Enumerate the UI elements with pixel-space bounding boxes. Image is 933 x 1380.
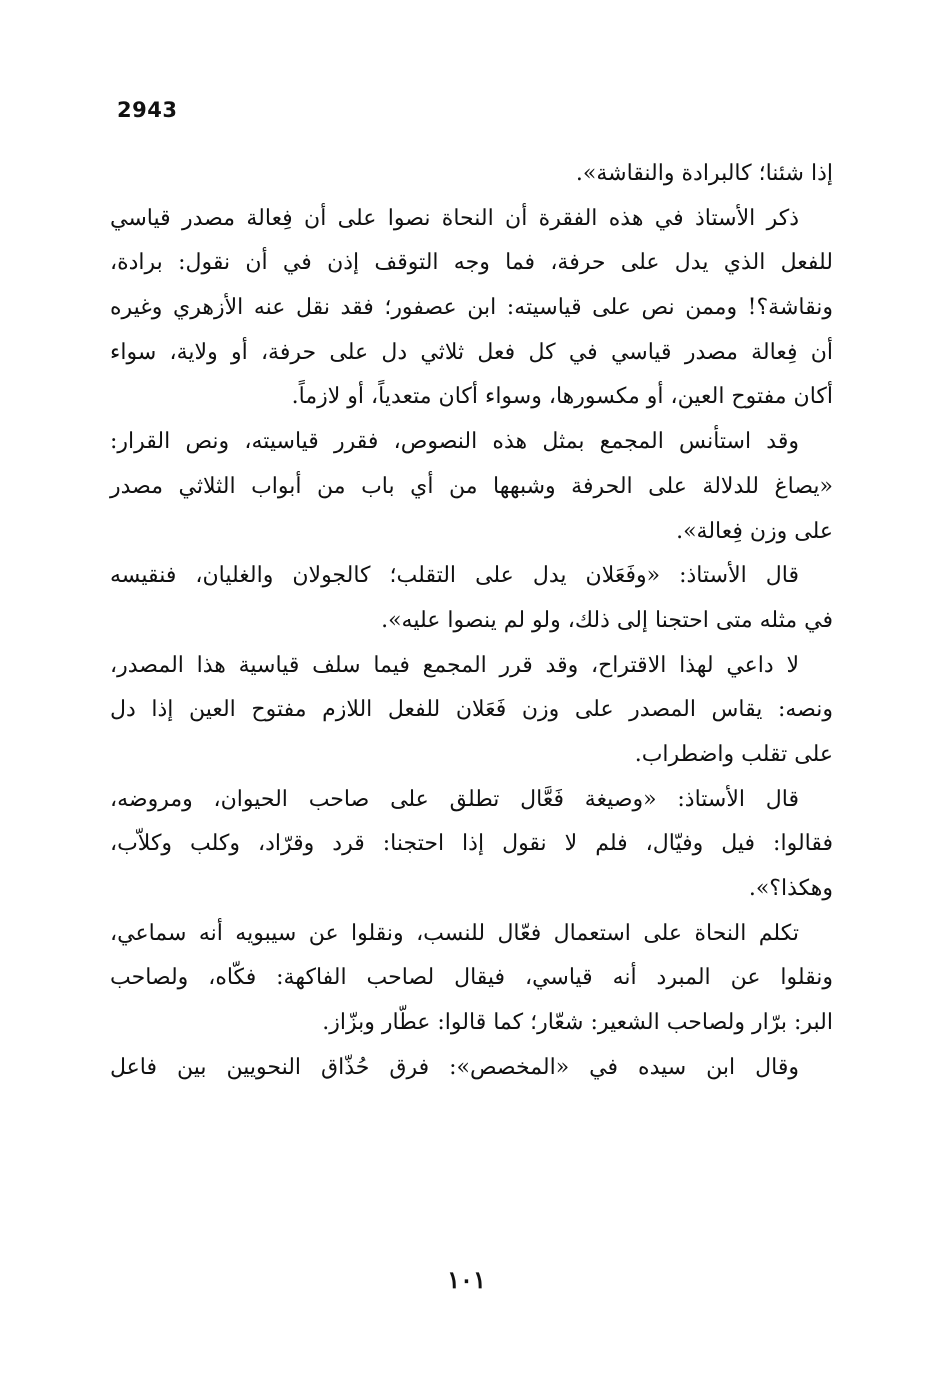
text-line: ونقاشة؟! وممن نص على قياسيته: ابن عصفور؛ فقد نقل عنه الأزهري وغيره bbox=[110, 295, 833, 321]
text-line: قال الأستاذ: «وفَعَلان يدل على التقلب؛ كالجولان والغليان، فنقيسه bbox=[110, 563, 799, 589]
text-line: ذكر الأستاذ في هذه الفقرة أن النحاة نصوا على أن فِعالة مصدر قياسي bbox=[110, 205, 799, 231]
body-text bbox=[110, 152, 833, 1090]
text-line: على وزن فِعالة». bbox=[676, 518, 833, 544]
text-line: إذا شئنا؛ كالبرادة والنقاشة». bbox=[575, 161, 833, 186]
text-line: على تقلب واضطراب. bbox=[634, 741, 833, 767]
text-line: «يصاغ للدلالة على الحرفة وشبهها من أي باب من أبواب الثلاثي مصدر bbox=[110, 473, 833, 499]
text-line: أكان مفتوح العين، أو مكسورها، وسواء أكان متعدياً، أو لازماً. bbox=[291, 384, 833, 410]
text-line: قال الأستاذ: «وصيغة فَعَّال تطلق على صاحب الحيوان، ومروضه، bbox=[110, 786, 799, 812]
text-line: ونقلوا عن المبرد أنه قياسي، فيقال لصاحب الفاكهة: فكّاه، ولصاحب bbox=[110, 965, 833, 991]
text-line: وقد استأنس المجمع بمثل هذه النصوص، فقرر قياسيته، ونص القرار: bbox=[110, 429, 799, 455]
text-line: للفعل الذي يدل على حرفة، فما وجه التوقف إذن في أن نقول: برادة، bbox=[110, 250, 833, 276]
text-line: فقالوا: فيل وفيّال، فلم لا نقول إذا احتجنا: قرد وقرّاد، وكلب وكلاّب، bbox=[110, 831, 833, 857]
text-line: البر: برّار ولصاحب الشعير: شعّار؛ كما قالوا: عطّار وبزّاز. bbox=[322, 1010, 833, 1036]
text-line: أن فِعالة مصدر قياسي في كل فعل ثلاثي دل على حرفة، أو ولاية، سواء bbox=[110, 339, 833, 365]
text-line: لا داعي لهذا الاقتراح، وقد قرر المجمع فيما سلف قياسية هذا المصدر، bbox=[110, 652, 799, 678]
page-number: 2943 bbox=[117, 98, 178, 122]
text-line: في مثله متى احتجنا إلى ذلك، ولو لم ينصوا عليه». bbox=[381, 607, 833, 633]
text-line: ونصه: يقاس المصدر على وزن فَعَلان للفعل اللازم مفتوح العين إذا دل bbox=[110, 697, 833, 723]
text-line: تكلم النحاة على استعمال فعّال للنسب، ونقلوا عن سيبويه أنه سماعي، bbox=[110, 920, 799, 946]
folio-number: ١٠١ bbox=[447, 1265, 486, 1294]
text-line: وقال ابن سيده في «المخصص»: فرق حُذّاق النحويين بين فاعل bbox=[110, 1054, 799, 1080]
text-line: وهكذا؟». bbox=[748, 876, 833, 901]
